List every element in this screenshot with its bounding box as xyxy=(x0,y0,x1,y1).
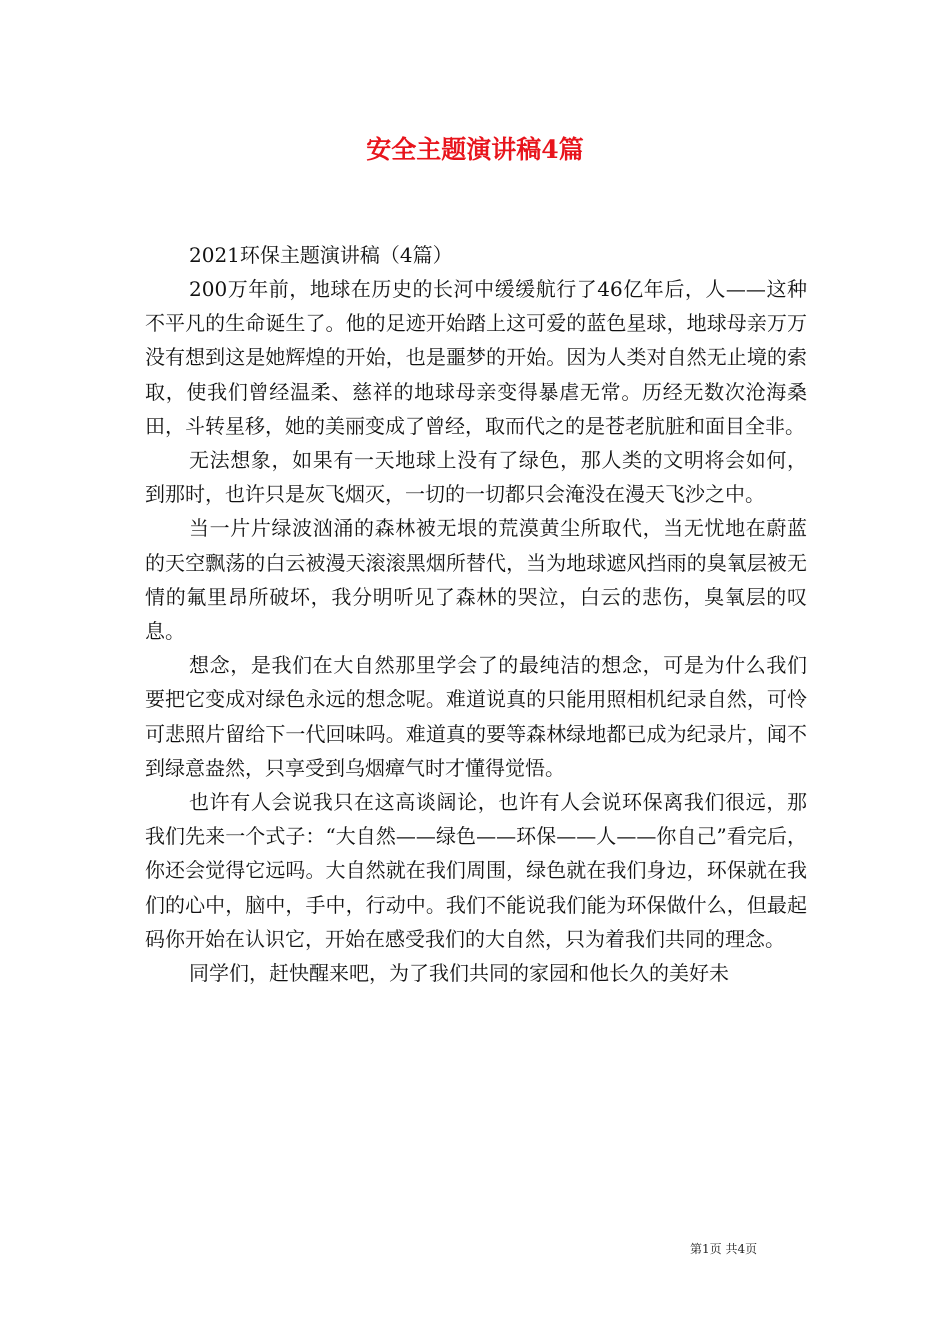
paragraph: 无法想象，如果有一天地球上没有了绿色，那人类的文明将会如何，到那时，也许只是灰飞烟灭，一切的一切都只会淹没在漫天飞沙之中。 xyxy=(145,448,807,507)
paragraph: 200万年前，地球在历史的长河中缓缓航行了46亿年后，人——这种不平凡的生命诞生了。他的足迹开始踏上这可爱的蓝色星球，地球母亲万万没有想到这是她辉煌的开始，也是噩梦的开始。因为人类对自然无止境的索取，使我们曾经温柔、慈祥的地球母亲变得暴虐无常。历经无数次沧海桑田，斗转星移，她的美丽变成了曾经，取而代之的是苍老肮脏和面目全非。 xyxy=(145,277,807,438)
paragraph: 同学们，赶快醒来吧，为了我们共同的家园和他长久的美好未 xyxy=(189,961,729,986)
paragraph: 当一片片绿波汹涌的森林被无垠的荒漠黄尘所取代，当无忧地在蔚蓝的天空飘荡的白云被漫天滚滚黑烟所替代，当为地球遮风挡雨的臭氧层被无情的氟里昂所破坏，我分明听见了森林的哭泣，白云的悲伤，臭氧层的叹息。 xyxy=(145,516,807,644)
document-subtitle: 2021环保主题演讲稿（4篇） xyxy=(189,243,453,267)
paragraph: 想念，是我们在大自然那里学会了的最纯洁的想念，可是为什么我们要把它变成对绿色永远的想念呢。难道说真的只能用照相机纪录自然，可怜可悲照片留给下一代回味吗。难道真的要等森林绿地都已成为纪录片，闻不到绿意盎然，只享受到乌烟瘴气时才懂得觉悟。 xyxy=(145,653,807,780)
page-number: 第1页 共4页 xyxy=(690,1242,758,1256)
document-title: 安全主题演讲稿4篇 xyxy=(366,135,584,164)
paragraph: 也许有人会说我只在这高谈阔论，也许有人会说环保离我们很远，那我们先来一个式子：“大自然——绿色——环保——人——你自己”看完后，你还会觉得它远吗。大自然就在我们周围，绿色就在我们身边，环保就在我们的心中，脑中，手中，行动中。我们不能说我们能为环保做什么，但最起码你开始在认识它，开始在感受我们的大自然，只为着我们共同的理念。 xyxy=(145,790,807,951)
document-body xyxy=(145,238,807,990)
